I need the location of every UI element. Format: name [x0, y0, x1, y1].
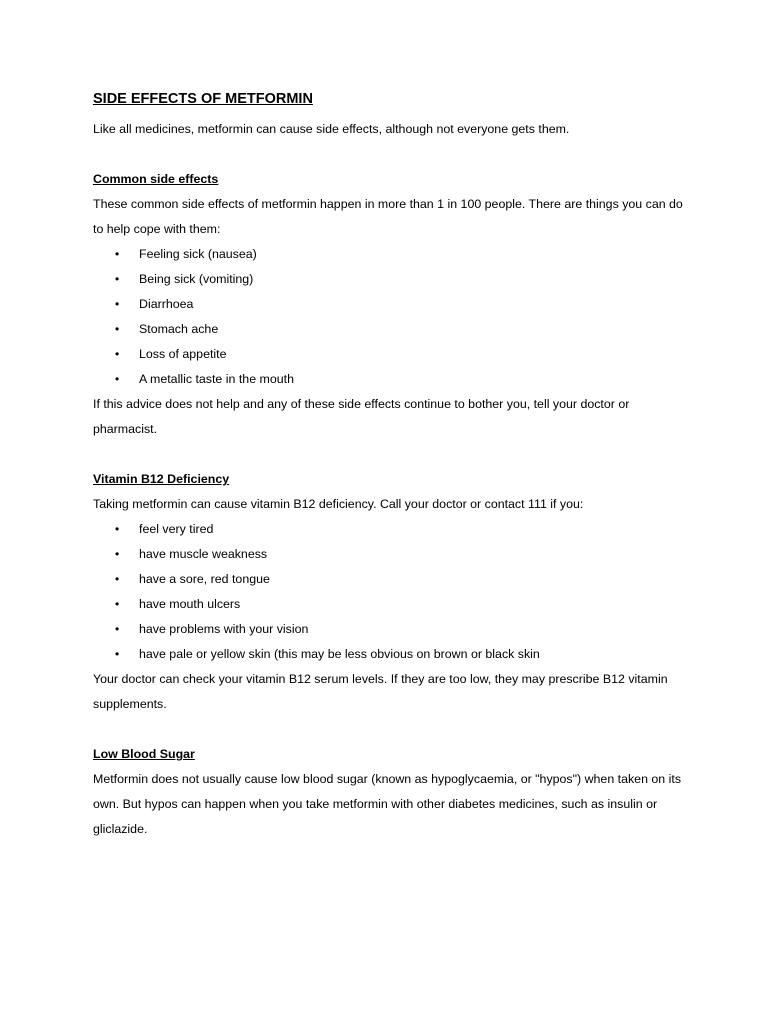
list-item [93, 592, 683, 617]
common-side-effects-list [93, 242, 683, 392]
spacer [93, 442, 683, 467]
common-side-effects-outro: If this advice does not help and any of these side effects continue to bother you, tell your doctor or pharmacist. [93, 397, 630, 436]
list-item [93, 542, 683, 567]
bullet-icon: • [115, 347, 120, 361]
b12-deficiency-outro: Your doctor can check your vitamin B12 serum levels. If they are too low, they may prescribe B12 vitamin supplements. [93, 672, 668, 711]
list-item-text: have problems with your vision [139, 622, 309, 636]
list-item-text: have muscle weakness [139, 547, 268, 561]
list-item-text: have pale or yellow skin (this may be less obvious on brown or black skin [139, 647, 540, 661]
bullet-icon: • [115, 647, 120, 661]
intro-paragraph: Like all medicines, metformin can cause side effects, although not everyone gets them. [93, 122, 570, 136]
b12-deficiency-heading: Vitamin B12 Deficiency [93, 472, 230, 486]
b12-deficiency-intro: Taking metformin can cause vitamin B12 deficiency. Call your doctor or contact 111 if you: [93, 497, 584, 511]
low-blood-sugar-heading: Low Blood Sugar [93, 747, 195, 761]
list-item [93, 342, 683, 367]
bullet-icon: • [115, 372, 120, 386]
bullet-icon: • [115, 547, 120, 561]
b12-deficiency-list [93, 517, 683, 667]
list-item [93, 317, 683, 342]
list-item [93, 517, 683, 542]
bullet-icon: • [115, 272, 120, 286]
page-title: SIDE EFFECTS OF METFORMIN [93, 91, 313, 107]
bullet-icon: • [115, 297, 120, 311]
list-item-text: have a sore, red tongue [139, 572, 270, 586]
list-item-text: have mouth ulcers [139, 597, 241, 611]
bullet-icon: • [115, 322, 120, 336]
list-item [93, 267, 683, 292]
list-item [93, 242, 683, 267]
list-item [93, 617, 683, 642]
document-body [93, 88, 683, 842]
bullet-icon: • [115, 597, 120, 611]
bullet-icon: • [115, 622, 120, 636]
bullet-icon: • [115, 247, 120, 261]
list-item [93, 367, 683, 392]
low-blood-sugar-body: Metformin does not usually cause low blood sugar (known as hypoglycaemia, or "hypos") when taken on its own. But hypos can happen when you take metformin with other diabetes medicines, such as insulin or gliclazide. [93, 772, 682, 836]
list-item [93, 567, 683, 592]
list-item-text: A metallic taste in the mouth [139, 372, 294, 386]
spacer [93, 142, 683, 167]
bullet-icon: • [115, 572, 120, 586]
list-item-text: Feeling sick (nausea) [139, 247, 257, 261]
list-item [93, 292, 683, 317]
list-item-text: Loss of appetite [139, 347, 227, 361]
bullet-icon: • [115, 522, 120, 536]
common-side-effects-intro: These common side effects of metformin happen in more than 1 in 100 people. There are things you can do to help cope with them: [93, 197, 683, 236]
list-item [93, 642, 683, 667]
spacer [93, 717, 683, 742]
list-item-text: Stomach ache [139, 322, 219, 336]
list-item-text: Being sick (vomiting) [139, 272, 254, 286]
list-item-text: feel very tired [139, 522, 214, 536]
common-side-effects-heading: Common side effects [93, 172, 219, 186]
list-item-text: Diarrhoea [139, 297, 194, 311]
